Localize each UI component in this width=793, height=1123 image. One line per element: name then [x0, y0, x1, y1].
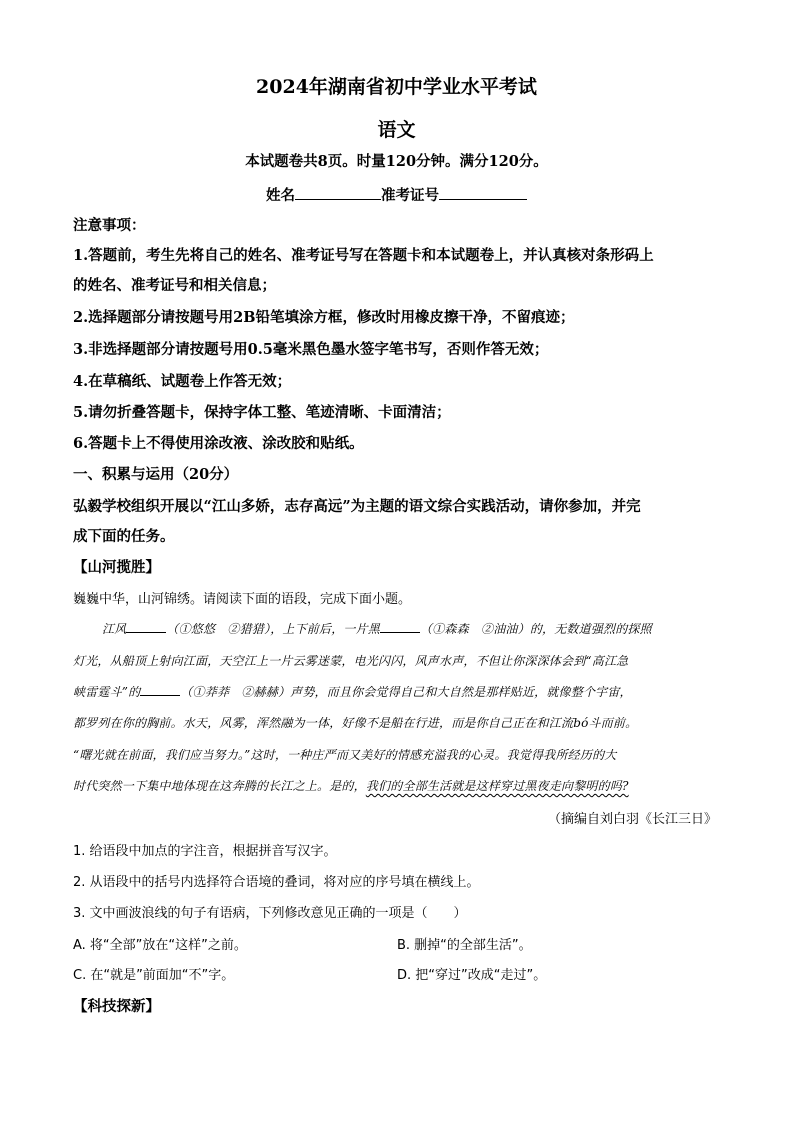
notice-item-2: 2.选择题部分请按题号用2B铅笔填涂方框，修改时用橡皮擦干净，不留痕迹；: [73, 309, 575, 326]
passage-text: （①悠悠 ②猎猎），上下前后，一片黑: [166, 622, 381, 636]
passage-line-2: 灯光，从船顶上射向江面，天空江上一片云雾迷蒙，电光闪闪，风声水声，不但让你深深体会到“高江急: [73, 654, 629, 668]
part-title-keji: 【科技探新】: [73, 998, 160, 1015]
notice-item-3: 3.非选择题部分请按题号用0.5毫米黑色墨水签字笔书写，否则作答无效；: [73, 341, 549, 358]
passage-line-4: 都罗列在你的胸前。水天，风雾，浑然融为一体，好像不是船在行进，而是你自己正在和江流bó斗而前。: [73, 716, 638, 730]
question-3: 3. 文中画波浪线的句子有语病，下列修改意见正确的一项是（ ）: [73, 906, 467, 921]
option-d: D. 把“穿过”改成“走过”。: [397, 968, 547, 983]
passage-text: 峡雷霆斗”的: [73, 685, 141, 699]
part-intro: 巍巍中华，山河锦绣。请阅读下面的语段，完成下面小题。: [73, 592, 412, 607]
passage-source: （摘编自刘白羽《长江三日》: [547, 812, 717, 827]
candidate-info-line: [0, 184, 793, 205]
passage-text: （①森森 ②油油）的，无数道强烈的探照: [420, 622, 652, 636]
subject-title: 语文: [377, 119, 416, 141]
name-blank: [295, 185, 381, 200]
option-c: C. 在“就是”前面加“不”字。: [73, 968, 235, 983]
exam-id-blank: [439, 185, 527, 200]
passage-line-6: [73, 777, 629, 794]
notice-item-1-cont: 的姓名、准考证号和相关信息；: [73, 277, 276, 294]
exam-title: 2024年湖南省初中学业水平考试: [256, 76, 537, 98]
passage-line-1: [102, 620, 652, 637]
passage-line-5: “曙光就在前面，我们应当努力。”这时，一种庄严而又美好的情感充溢我的心灵。我觉得我所经历的大: [73, 748, 617, 762]
notice-item-5: 5.请勿折叠答题卡，保持字体工整、笔迹清晰、卡面清洁；: [73, 404, 451, 421]
notice-heading: 注意事项：: [73, 217, 146, 234]
passage-text: 江风: [102, 622, 127, 636]
answer-blank-1: [126, 620, 166, 633]
section1-intro: 弘毅学校组织开展以“江山多娇，志存高远”为主题的语文综合实践活动，请你参加，并完: [73, 498, 641, 515]
passage-line-3: [73, 683, 632, 700]
wavy-underlined-sentence: 我们的全部生活就是这样穿过黑夜走向黎明的吗?: [365, 779, 629, 793]
answer-blank-3: [140, 683, 180, 696]
exam-info: 本试题卷共8页。时量120分钟。满分120分。: [245, 153, 548, 170]
option-b: B. 删掉“的全部生活”。: [397, 938, 532, 953]
question-1: 1. 给语段中加点的字注音，根据拼音写汉字。: [73, 844, 337, 859]
answer-blank-2: [380, 620, 420, 633]
question-2: 2. 从语段中的括号内选择符合语境的叠词，将对应的序号填在横线上。: [73, 875, 480, 890]
option-a: A. 将“全部”放在“这样”之前。: [73, 938, 247, 953]
exam-id-label: 准考证号: [381, 187, 439, 204]
section1-heading: 一、积累与运用（20分）: [73, 466, 239, 483]
section1-intro-cont: 成下面的任务。: [73, 528, 175, 545]
notice-item-6: 6.答题卡上不得使用涂改液、涂改胶和贴纸。: [73, 435, 364, 452]
notice-item-4: 4.在草稿纸、试题卷上作答无效；: [73, 373, 292, 390]
name-label: 姓名: [266, 187, 295, 204]
passage-text: 时代突然一下集中地体现在这奔腾的长江之上。是的，: [73, 779, 366, 793]
passage-text: （①莽莽 ②赫赫）声势，而且你会觉得自己和大自然是那样贴近，就像整个宇宙，: [180, 685, 632, 699]
part-title-shanhe: 【山河揽胜】: [73, 559, 160, 576]
notice-item-1: 1.答题前，考生先将自己的姓名、准考证号写在答题卡和本试题卷上，并认真核对条形码上: [73, 247, 654, 264]
